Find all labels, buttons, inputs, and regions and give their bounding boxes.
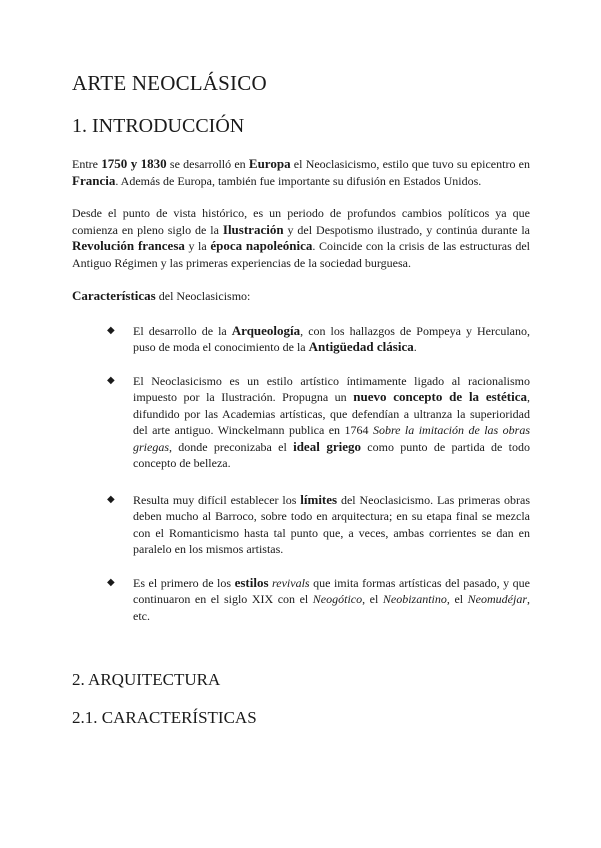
- text-span: y del Despotismo ilustrado, y continúa durante la: [283, 222, 530, 237]
- list-item: [72, 323, 530, 356]
- diamond-bullet-icon: ◆: [107, 493, 115, 505]
- bold-span: ideal griego: [293, 438, 361, 454]
- text-span: , con los hallazgos de Pompeya y Herculano, puso de moda el conocimiento de la: [133, 323, 530, 354]
- text-span: Desde el punto de vista histórico, es un periodo de profundos cambios políticos ya que comienza en pleno siglo de la: [72, 206, 530, 237]
- italic-span: Neobizantino: [382, 592, 447, 606]
- diamond-bullet-icon: ◆: [107, 324, 115, 336]
- text-span: , el: [362, 592, 383, 606]
- text-span: , etc.: [133, 592, 530, 623]
- text-span: se desarrolló en: [166, 157, 249, 171]
- bold-span: 1750 y 1830: [101, 156, 167, 171]
- italic-span: Sobre la imitación de las obras griegas,: [133, 423, 530, 454]
- paragraph-characteristics-intro: [72, 288, 530, 305]
- text-span: . Coincide con la crisis de las estructuras del Antiguo Régimen y las primeras experiencias de la sociedad burguesa.: [72, 239, 530, 270]
- text-span: el Neoclasicismo, estilo que tuvo su epicentro en: [290, 157, 530, 171]
- text-span: del Neoclasicismo. Las primeras obras deben mucho al Barroco, sobre todo en arquitectura; en su etapa final se mezcla con el Romanticismo hasta tal punto que, a veces, ambas corrientes se dan en paralelo en los mismos artistas.: [133, 492, 530, 556]
- text-span: Es el primero de los: [133, 575, 235, 590]
- bold-span: Europa: [248, 156, 291, 171]
- bold-span: Características: [72, 288, 156, 303]
- characteristics-list: [72, 323, 530, 625]
- italic-span: Neogótico: [312, 592, 363, 606]
- bold-span: Arqueología: [231, 322, 301, 338]
- bold-span: Antigüedad clásica: [308, 339, 414, 354]
- list-item: [72, 492, 530, 558]
- bold-span: límites: [300, 491, 338, 507]
- subsection-heading-caracteristicas: 2.1. CARACTERÍSTICAS: [72, 708, 257, 727]
- text-span: , el: [446, 592, 468, 606]
- bold-span: estilos: [234, 574, 269, 590]
- document-page: [72, 68, 530, 730]
- italic-span: Neomudéjar: [467, 592, 527, 606]
- diamond-bullet-icon: ◆: [107, 374, 115, 386]
- text-span: que imita formas artísticas del pasado, y que continuaron en el siglo XIX con el: [133, 575, 530, 606]
- text-span: y la: [184, 239, 211, 253]
- list-item: [72, 373, 530, 472]
- bold-span: Ilustración: [222, 221, 284, 237]
- text-span: , difundido por las Academias artísticas, que defendían a ultranza la superioridad del arte antiguo. Winckelmann publica en 1764: [133, 390, 530, 437]
- text-span: El Neoclasicismo es un estilo artístico íntimamente ligado al racionalismo impuesto por la Ilustración. Propugna un: [133, 373, 530, 404]
- text-span: donde preconizaba el: [172, 439, 294, 454]
- text-span: . Además de Europa, también fue importante su difusión en Estados Unidos.: [115, 173, 482, 188]
- text-span: Resulta muy difícil establecer los: [133, 492, 301, 507]
- paragraph-historical-context: [72, 205, 530, 271]
- text-span: Entre: [72, 157, 102, 171]
- bold-span: Francia: [72, 172, 116, 188]
- document-title: ARTE NEOCLÁSICO: [72, 71, 267, 95]
- paragraph-intro-dates: [72, 156, 530, 189]
- diamond-bullet-icon: ◆: [107, 576, 115, 588]
- italic-span: revivals: [268, 575, 310, 590]
- bold-span: nuevo concepto de la estética: [353, 389, 527, 404]
- text-span: El desarrollo de la: [133, 323, 232, 338]
- text-span: como punto de partida de todo concepto de belleza.: [133, 439, 530, 470]
- bold-span: época napoleónica: [210, 238, 313, 253]
- text-span: del Neoclasicismo:: [155, 289, 251, 303]
- text-span: .: [413, 340, 417, 354]
- bold-span: Revolución francesa: [72, 238, 185, 253]
- section-heading-introduccion: 1. INTRODUCCIÓN: [72, 115, 245, 137]
- section-heading-arquitectura: 2. ARQUITECTURA: [72, 670, 221, 689]
- list-item: [72, 575, 530, 625]
